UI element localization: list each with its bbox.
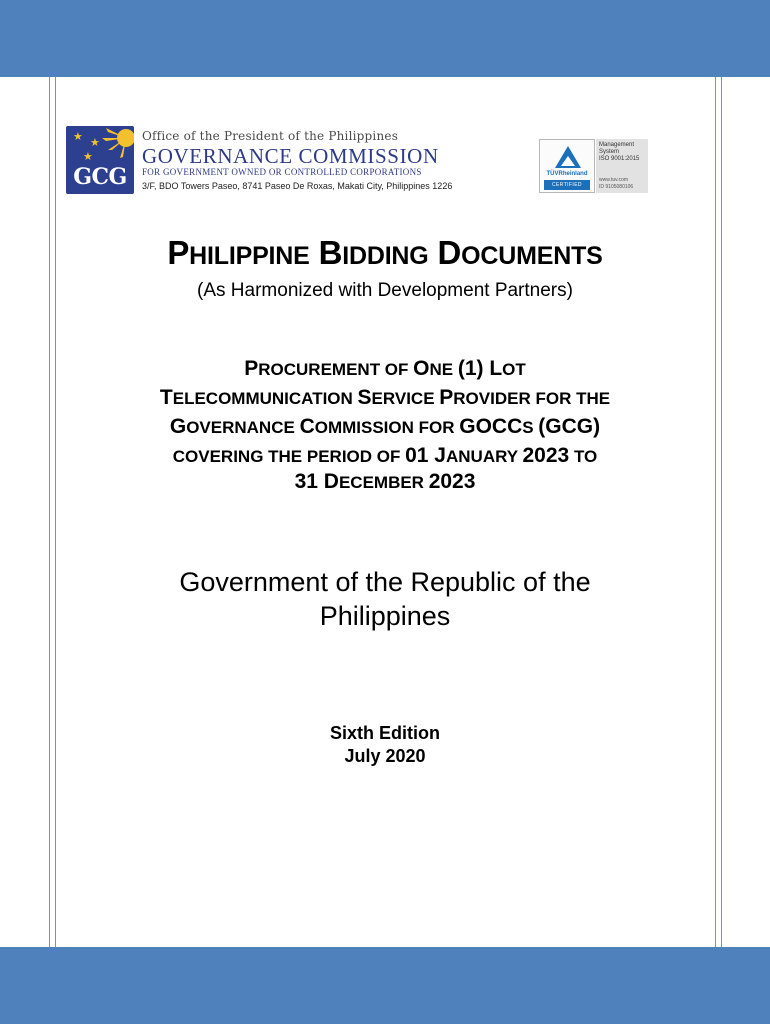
sun-rays-icon — [66, 126, 134, 166]
cert-line-system: System — [599, 149, 620, 155]
cert-line-iso: ISO 9001:2015 — [599, 156, 640, 162]
procurement-line-5: 31 DECEMBER 2023 — [294, 470, 476, 493]
government-line-1: Government of the Republic of the — [179, 567, 591, 597]
edition-label: Sixth Edition — [330, 723, 440, 743]
footer-band — [0, 947, 770, 1024]
star-icon: ★ — [73, 131, 83, 143]
office-of-president: Office of the President of the Philippines — [142, 129, 399, 143]
procurement-line-4: COVERING THE PERIOD OF 01 JANUARY 2023 TO — [172, 444, 598, 467]
tuv-certification-mark — [539, 139, 595, 193]
star-icon: ★ — [90, 137, 100, 149]
commission-subtitle: FOR GOVERNMENT OWNED OR CONTROLLED CORPORATIONS — [142, 167, 422, 177]
edition-date: July 2020 — [344, 746, 426, 766]
gcg-logo — [66, 126, 134, 194]
right-border-line-inner — [715, 77, 716, 947]
tuv-triangle-inner — [561, 156, 575, 166]
commission-address: 3/F, BDO Towers Paseo, 8741 Paseo De Roxas, Makati City, Philippines 1226 — [142, 181, 453, 191]
document-subtitle: (As Harmonized with Development Partners) — [197, 280, 573, 301]
header-band — [0, 0, 770, 77]
certified-badge: CERTIFIED — [544, 180, 590, 190]
procurement-line-3: GOVERNANCE COMMISSION FOR GOCCS (GCG) — [169, 415, 601, 438]
cert-id: ID 9105080106 — [599, 184, 634, 190]
logo-lettering: GCG — [73, 164, 127, 190]
cert-url: www.tuv.com — [599, 177, 629, 183]
government-line-2: Philippines — [319, 601, 451, 631]
left-border-line-outer — [49, 77, 50, 947]
commission-name: GOVERNANCE COMMISSION — [142, 144, 439, 168]
certification-details — [596, 139, 648, 193]
right-border-line-outer — [721, 77, 722, 947]
tuv-brand: TÜVRheinland — [546, 171, 588, 177]
procurement-line-2: TELECOMMUNICATION SERVICE PROVIDER FOR THE — [159, 386, 611, 409]
procurement-line-1: PROCUREMENT OF ONE (1) LOT — [244, 357, 526, 380]
document-title: PHILIPPINE BIDDING DOCUMENTS — [167, 234, 603, 271]
star-icon: ★ — [83, 151, 93, 163]
cert-line-management: Management — [599, 142, 635, 148]
left-border-line-inner — [55, 77, 56, 947]
